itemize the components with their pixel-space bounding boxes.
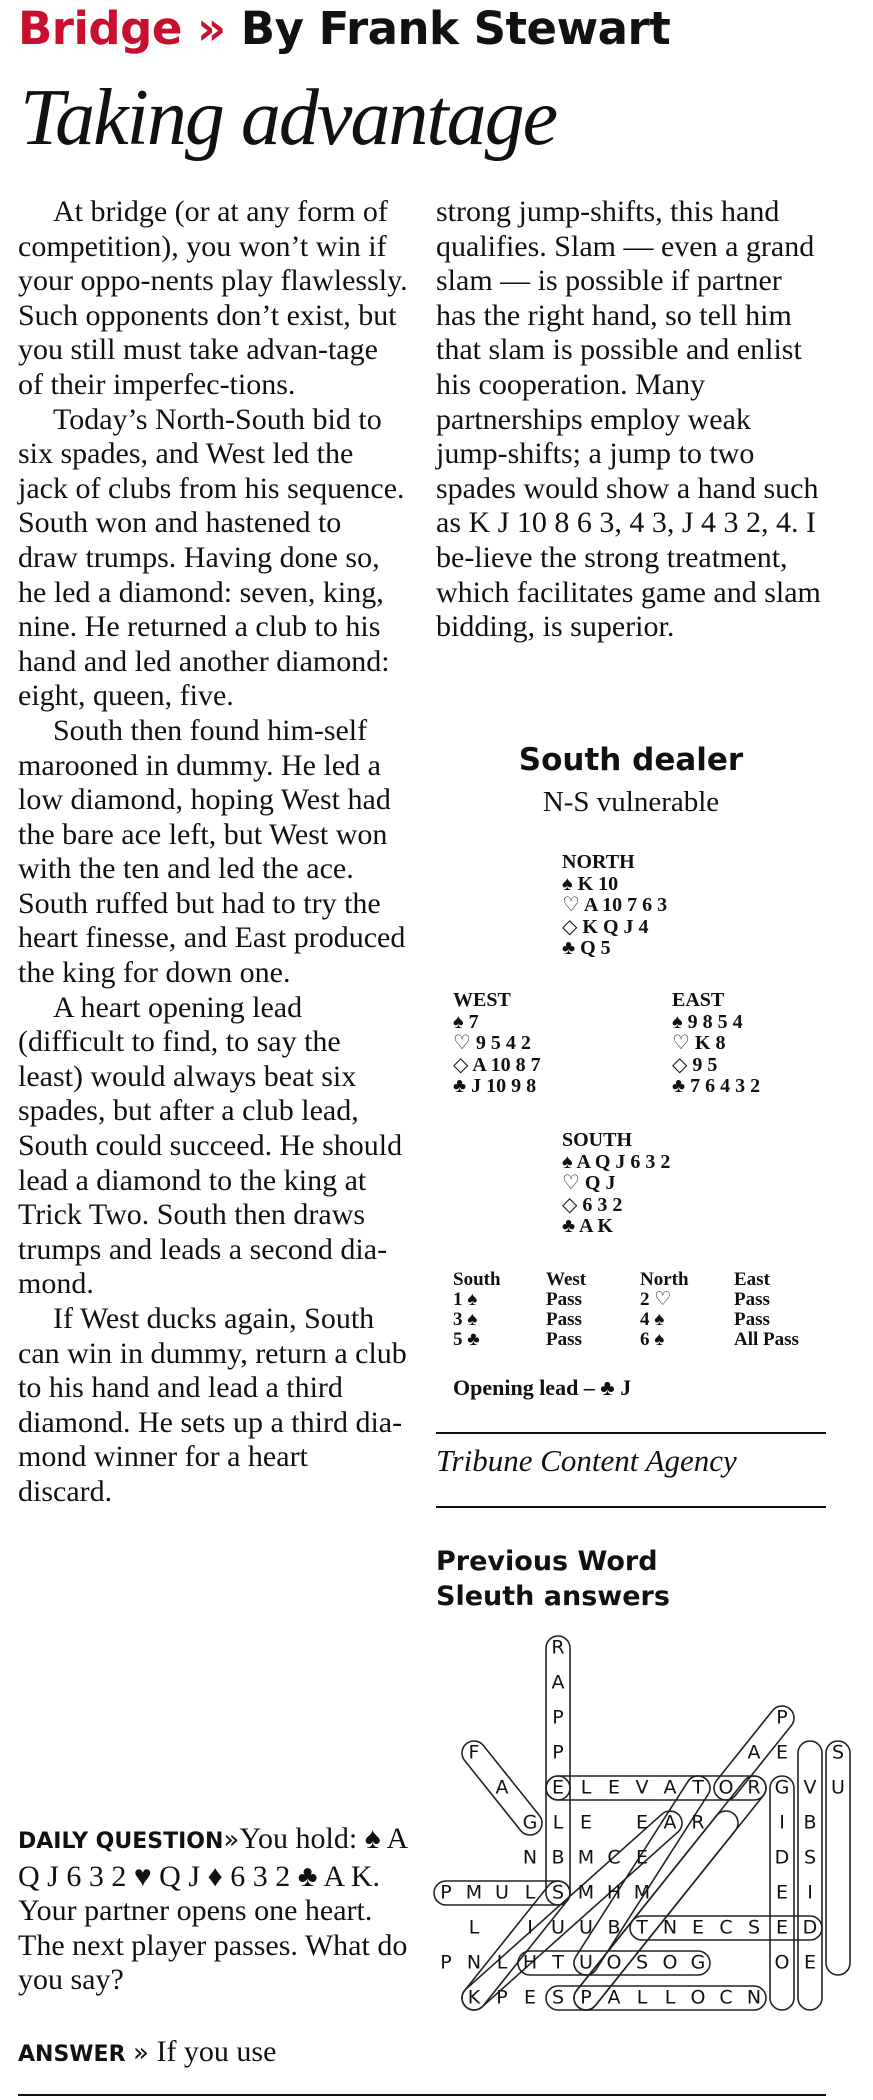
puzzle-letter: D bbox=[774, 1846, 790, 1869]
puzzle-letter: D bbox=[802, 1916, 818, 1939]
puzzle-letter: U bbox=[495, 1881, 509, 1904]
bidding-column-north bbox=[640, 1270, 689, 1350]
puzzle-letter: R bbox=[551, 1636, 565, 1659]
diamonds-holding: ◇ K Q J 4 bbox=[562, 915, 649, 938]
puzzle-letter: I bbox=[527, 1916, 533, 1939]
headline: Taking advantage bbox=[20, 74, 557, 162]
puzzle-letter: L bbox=[636, 1986, 648, 2009]
paragraph: A heart opening lead (difficult to find, to say the least) would always beat six spades, but after a club lead, South could succeed. He should lead a diamond to the king at Trick Two. South then draws trumps and leads a second dia-mond. bbox=[18, 990, 403, 1301]
hearts-holding: ♡ A 10 7 6 3 bbox=[562, 894, 668, 916]
spades-holding: ♠ K 10 bbox=[562, 872, 619, 895]
puzzle-letter: L bbox=[524, 1881, 536, 1904]
puzzle-letter: E bbox=[691, 1916, 705, 1939]
daily-question: DAILY QUESTION»You hold: ♠ A Q J 6 3 2 ♥ Q J ♦ 6 3 2 ♣ A K. Your partner opens one heart. The next player passes. What do you say? bbox=[18, 1822, 408, 1997]
puzzle-letter: C bbox=[719, 1986, 733, 2009]
puzzle-letter: O bbox=[690, 1986, 706, 2009]
puzzle-letter: S bbox=[747, 1916, 761, 1939]
puzzle-letter: O bbox=[774, 1951, 790, 1974]
answer-loop bbox=[569, 1806, 743, 2015]
puzzle-letter: I bbox=[779, 1811, 785, 1834]
puzzle-letter: U bbox=[579, 1916, 593, 1939]
paragraph: South then found him-self marooned in dummy. He led a low diamond, hoping West had the bare ace left, but West won with the ten and led the ace. South ruffed but had to try the heart finesse, and East produced the king for down one. bbox=[18, 713, 406, 990]
bid: Pass bbox=[734, 1289, 770, 1310]
bottom-rule bbox=[18, 2094, 826, 2096]
puzzle-letter: V bbox=[803, 1776, 817, 1799]
puzzle-letter: U bbox=[551, 1916, 565, 1939]
dealer-line: South dealer bbox=[518, 742, 744, 778]
puzzle-letter: A bbox=[607, 1986, 621, 2009]
word-sleuth-grid bbox=[430, 1620, 845, 2090]
puzzle-letter: T bbox=[636, 1916, 648, 1939]
puzzle-letter: T bbox=[552, 1951, 564, 1974]
puzzle-letter: O bbox=[662, 1951, 678, 1974]
vulnerability-line: N-S vulnerable bbox=[542, 786, 720, 818]
bid: 5 ♣ bbox=[453, 1329, 480, 1350]
spades-holding: ♠ A Q J 6 3 2 bbox=[562, 1150, 671, 1173]
puzzle-letter: L bbox=[580, 1776, 592, 1799]
puzzle-letter: N bbox=[522, 1846, 538, 1869]
puzzle-letter: A bbox=[495, 1776, 509, 1799]
puzzle-letter: S bbox=[551, 1881, 565, 1904]
bidding-header: East bbox=[734, 1269, 770, 1290]
puzzle-letter: P bbox=[552, 1706, 564, 1729]
puzzle-letter: B bbox=[803, 1811, 817, 1834]
bid: 3 ♠ bbox=[453, 1309, 478, 1330]
clubs-holding: ♣ J 10 9 8 bbox=[453, 1075, 537, 1097]
puzzle-letter: P bbox=[440, 1951, 452, 1974]
puzzle-letter: H bbox=[606, 1881, 622, 1904]
puzzle-letter: E bbox=[775, 1881, 789, 1904]
bid: 4 ♠ bbox=[640, 1309, 665, 1330]
article-column-1 bbox=[18, 195, 408, 1510]
diamonds-holding: ◇ A 10 8 7 bbox=[453, 1053, 541, 1076]
bid: Pass bbox=[546, 1309, 582, 1330]
spades-holding: ♠ 7 bbox=[453, 1010, 479, 1033]
hand-label: WEST bbox=[453, 989, 511, 1011]
daily-question-label: DAILY QUESTION bbox=[18, 1829, 224, 1854]
hearts-holding: ♡ 9 5 4 2 bbox=[453, 1032, 531, 1054]
puzzle-letter: V bbox=[635, 1776, 649, 1799]
puzzle-letter: M bbox=[577, 1881, 595, 1904]
hearts-holding: ♡ Q J bbox=[562, 1172, 616, 1194]
opening-lead: Opening lead – ♣ J bbox=[453, 1375, 632, 1400]
puzzle-letter: E bbox=[803, 1951, 817, 1974]
puzzle-letter: E bbox=[775, 1741, 789, 1764]
puzzle-letter: P bbox=[496, 1986, 508, 2009]
puzzle-letter: A bbox=[663, 1811, 677, 1834]
bidding-header: West bbox=[546, 1269, 587, 1290]
puzzle-letter: A bbox=[663, 1776, 677, 1799]
paragraph: If West ducks again, South can win in dummy, return a club to his hand and lead a third diamond. He sets up a third dia-mond winner for a heart discard. bbox=[18, 1302, 407, 1508]
puzzle-letter: P bbox=[440, 1881, 452, 1904]
west-hand bbox=[453, 990, 541, 1098]
puzzle-letter: E bbox=[607, 1776, 621, 1799]
puzzle-letter: P bbox=[580, 1986, 592, 2009]
puzzle-letter: P bbox=[776, 1706, 788, 1729]
puzzle-letter: N bbox=[746, 1986, 762, 2009]
bid: Pass bbox=[546, 1289, 582, 1310]
puzzle-letter: L bbox=[496, 1951, 508, 1974]
article-column-2 bbox=[436, 195, 826, 645]
puzzle-letter: C bbox=[607, 1846, 621, 1869]
puzzle-letter: G bbox=[774, 1776, 790, 1799]
hand-label: SOUTH bbox=[562, 1129, 633, 1151]
north-hand bbox=[562, 852, 667, 960]
credit-rule-bottom bbox=[436, 1506, 826, 1508]
puzzle-letter: G bbox=[522, 1811, 538, 1834]
puzzle-letter: M bbox=[633, 1881, 651, 1904]
puzzle-letter: U bbox=[579, 1951, 593, 1974]
bid: All Pass bbox=[734, 1329, 799, 1350]
byline: By Frank Stewart bbox=[240, 2, 671, 55]
puzzle-letter: B bbox=[551, 1846, 565, 1869]
bidding-column-west bbox=[546, 1270, 586, 1350]
puzzle-letter: S bbox=[551, 1986, 565, 2009]
puzzle-letter: H bbox=[522, 1951, 538, 1974]
puzzle-letter: B bbox=[607, 1916, 621, 1939]
puzzle-letter: M bbox=[465, 1881, 483, 1904]
bid: 2 ♡ bbox=[640, 1289, 672, 1310]
credit-line: Tribune Content Agency bbox=[436, 1443, 737, 1478]
paragraph: Today’s North-South bid to six spades, and West led the jack of clubs from his sequence. South won and hastened to draw trumps. Having done so, he led a diamond: seven, king, nine. He returned a club to his hand and led another diamond: eight, queen, five. bbox=[18, 402, 405, 713]
answer-text: If you use bbox=[156, 2035, 277, 2068]
puzzle-letter: S bbox=[803, 1846, 817, 1869]
puzzle-letter: E bbox=[579, 1811, 593, 1834]
bidding-header: North bbox=[640, 1269, 689, 1290]
puzzle-letter: U bbox=[831, 1776, 845, 1799]
bidding-column-east bbox=[734, 1270, 799, 1350]
east-hand bbox=[672, 990, 760, 1098]
paragraph: At bridge (or at any form of competition), you won’t win if your oppo-nents play flawlessly. Such opponents don’t exist, but you still must take advan-tage of their imperfec-tions. bbox=[18, 195, 408, 401]
diamonds-holding: ◇ 6 3 2 bbox=[562, 1193, 623, 1216]
puzzle-letter: K bbox=[467, 1986, 481, 2009]
answer-label: ANSWER bbox=[18, 2042, 126, 2067]
puzzle-letter: N bbox=[662, 1916, 678, 1939]
answer: ANSWER » If you use bbox=[18, 2035, 277, 2068]
bid: 1 ♠ bbox=[453, 1289, 478, 1310]
bid: Pass bbox=[546, 1329, 582, 1350]
puzzle-letter: C bbox=[719, 1916, 733, 1939]
answer-loop bbox=[569, 1771, 771, 2015]
bid: Pass bbox=[734, 1309, 770, 1330]
puzzle-letter: F bbox=[468, 1741, 480, 1764]
puzzle-letter: N bbox=[466, 1951, 482, 1974]
puzzle-letter: E bbox=[775, 1916, 789, 1939]
bid: 6 ♠ bbox=[640, 1329, 665, 1350]
puzzle-letter: R bbox=[747, 1776, 761, 1799]
puzzle-letter: S bbox=[635, 1951, 649, 1974]
section-label: Bridge » bbox=[18, 2, 226, 55]
puzzle-letter: E bbox=[635, 1846, 649, 1869]
clubs-holding: ♣ Q 5 bbox=[562, 937, 611, 959]
puzzle-letter: M bbox=[577, 1846, 595, 1869]
answer-loop bbox=[546, 1986, 766, 2010]
column-header bbox=[18, 2, 670, 55]
puzzle-letter: G bbox=[690, 1951, 706, 1974]
puzzle-letter: R bbox=[691, 1811, 705, 1834]
word-sleuth-title-line: Previous Word bbox=[436, 1546, 658, 1577]
puzzle-letter: L bbox=[468, 1916, 480, 1939]
paragraph: strong jump-shifts, this hand qualifies. Slam — even a grand slam — is possible if partner has the right hand, so tell him that slam is possible and enlist his cooperation. Many partnerships employ weak jump-shifts; a jump to two spades would show a hand such as K J 10 8 6 3, 4 3, J 4 3 2, 4. I be-lieve the strong treatment, which facilitates game and slam bidding, is superior. bbox=[436, 195, 821, 644]
puzzle-letter: T bbox=[692, 1776, 704, 1799]
spades-holding: ♠ 9 8 5 4 bbox=[672, 1010, 743, 1033]
daily-question-text: You hold: ♠ A Q J 6 3 2 ♥ Q J ♦ 6 3 2 ♣ A K. Your partner opens one heart. The next player passes. What do you say? bbox=[18, 1822, 408, 1997]
puzzle-letter: E bbox=[523, 1986, 537, 2009]
puzzle-letter: P bbox=[552, 1741, 564, 1764]
puzzle-letter: I bbox=[807, 1881, 813, 1904]
puzzle-letter: O bbox=[606, 1951, 622, 1974]
puzzle-letter: E bbox=[551, 1776, 565, 1799]
hand-label: EAST bbox=[672, 989, 725, 1011]
credit-rule-top bbox=[436, 1432, 826, 1434]
puzzle-letter: O bbox=[718, 1776, 734, 1799]
word-sleuth-title-line: Sleuth answers bbox=[436, 1581, 670, 1612]
puzzle-letter: S bbox=[831, 1741, 845, 1764]
clubs-holding: ♣ A K bbox=[562, 1215, 613, 1237]
word-sleuth-title bbox=[436, 1544, 670, 1614]
clubs-holding: ♣ 7 6 4 3 2 bbox=[672, 1075, 761, 1097]
hand-label: NORTH bbox=[562, 851, 635, 873]
diamonds-holding: ◇ 9 5 bbox=[672, 1053, 718, 1076]
puzzle-letter: L bbox=[552, 1811, 564, 1834]
bidding-column-south bbox=[453, 1270, 501, 1350]
south-hand bbox=[562, 1130, 670, 1238]
puzzle-letter: E bbox=[635, 1811, 649, 1834]
hearts-holding: ♡ K 8 bbox=[672, 1032, 726, 1054]
puzzle-letter: L bbox=[664, 1986, 676, 2009]
puzzle-letter: A bbox=[747, 1741, 761, 1764]
puzzle-letter: A bbox=[551, 1671, 565, 1694]
bidding-header: South bbox=[453, 1269, 501, 1290]
